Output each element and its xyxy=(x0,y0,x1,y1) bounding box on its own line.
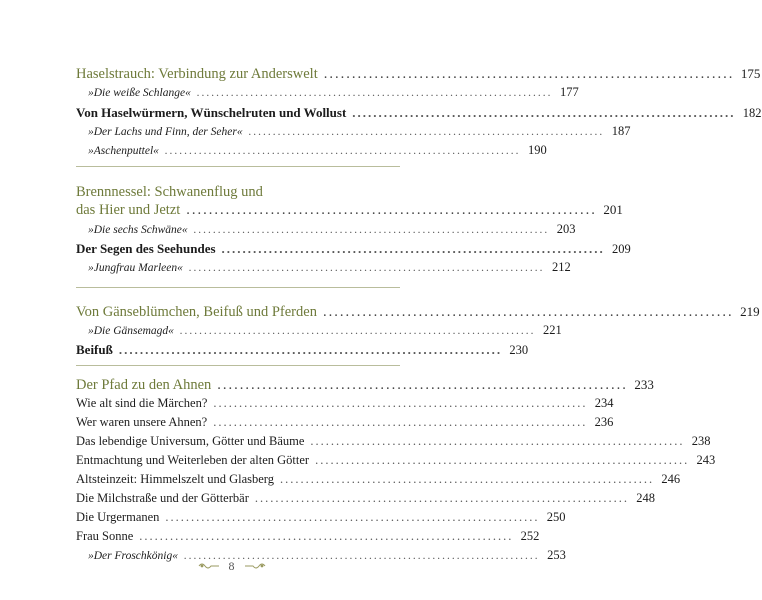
toc-section-entry[interactable] xyxy=(76,105,762,120)
toc-page-number: 236 xyxy=(594,415,614,429)
toc-story-entry[interactable] xyxy=(88,222,576,237)
toc-entry-title: Altsteinzeit: Himmelszelt und Glasberg xyxy=(76,472,274,486)
toc-section-entry[interactable] xyxy=(76,241,631,256)
leader-dots: ......................................................................... xyxy=(164,145,521,157)
leader-dots: ......................................................................... xyxy=(188,262,545,274)
leader-dots: ......................................................................... xyxy=(183,550,540,562)
leader-dots: ......................................................................... xyxy=(217,377,628,393)
toc-entry-title: »Der Lachs und Finn, der Seher« xyxy=(88,126,243,138)
leader-dots: ......................................................................... xyxy=(196,87,553,99)
leader-dots: ......................................................................... xyxy=(118,342,503,357)
toc-story-entry[interactable] xyxy=(88,143,547,158)
leader-dots: ......................................................................... xyxy=(165,510,540,524)
page-footer xyxy=(0,560,463,573)
toc-entry-title: Frau Sonne xyxy=(76,529,134,543)
leader-dots: ......................................................................... xyxy=(280,472,655,486)
toc-page-number: 212 xyxy=(551,260,571,274)
toc-chapter-entry[interactable] xyxy=(76,202,623,218)
toc-subentry[interactable] xyxy=(76,491,655,505)
toc-page-number: 219 xyxy=(740,304,760,319)
toc-page-number: 175 xyxy=(740,66,761,81)
toc-entry-title: Der Pfad zu den Ahnen xyxy=(76,377,212,393)
toc-entry-title: Wer waren unsere Ahnen? xyxy=(76,415,208,429)
leader-dots: ......................................................................... xyxy=(221,241,605,256)
toc-entry-title: »Die Gänsemagd« xyxy=(88,325,174,337)
toc-page-number: 201 xyxy=(603,202,623,217)
toc-page-number: 248 xyxy=(636,491,655,505)
toc-page-number: 182 xyxy=(742,106,762,120)
leader-dots: ......................................................................... xyxy=(248,126,605,138)
toc-page-number: 190 xyxy=(528,143,547,157)
toc-chapter-entry[interactable] xyxy=(76,377,654,393)
toc-subentry[interactable] xyxy=(76,510,566,524)
leader-dots: ......................................................................... xyxy=(310,434,685,448)
toc-subentry[interactable] xyxy=(76,529,540,543)
leader-dots: ......................................................................... xyxy=(186,202,597,218)
toc-entry-title: Die Milchstraße und der Götterbär xyxy=(76,491,249,505)
toc-chapter-title-line: Brennnessel: Schwanenflug und xyxy=(76,184,263,200)
toc-page-number: 252 xyxy=(520,529,540,543)
ornament-left-icon xyxy=(198,561,220,573)
toc-story-entry[interactable] xyxy=(88,260,571,275)
toc-entry-title: das Hier und Jetzt xyxy=(76,202,181,218)
toc-entry-title: Beifuß xyxy=(76,342,113,357)
toc-page-number: 243 xyxy=(696,453,716,467)
toc-page-number: 221 xyxy=(543,323,562,337)
section-divider xyxy=(76,287,400,288)
toc-page-number: 238 xyxy=(691,434,711,448)
toc-story-entry[interactable] xyxy=(88,323,562,338)
leader-dots: ......................................................................... xyxy=(213,415,588,429)
toc-page-number: 246 xyxy=(661,472,681,486)
toc-subentry[interactable] xyxy=(76,434,711,448)
toc-page-number: 203 xyxy=(556,222,576,236)
leader-dots: ......................................................................... xyxy=(139,529,514,543)
toc-subentry[interactable] xyxy=(76,453,716,467)
toc-page-number: 233 xyxy=(634,377,654,392)
leader-dots: ......................................................................... xyxy=(179,325,536,337)
toc-entry-title: »Jungfrau Marleen« xyxy=(88,262,183,274)
toc-page-number: 187 xyxy=(611,124,631,138)
toc-entry-title: Der Segen des Seehundes xyxy=(76,241,216,256)
toc-entry-title: Von Gänseblümchen, Beifuß und Pferden xyxy=(76,304,317,320)
leader-dots: ......................................................................... xyxy=(254,491,629,505)
toc-subentry[interactable] xyxy=(76,415,614,429)
toc-entry-title: »Der Froschkönig« xyxy=(88,550,178,562)
leader-dots: ......................................................................... xyxy=(323,66,735,82)
toc-entry-title: Haselstrauch: Verbindung zur Anderswelt xyxy=(76,66,318,82)
toc-page-number: 234 xyxy=(594,396,614,410)
toc-page-number: 230 xyxy=(509,343,529,357)
leader-dots: ......................................................................... xyxy=(193,224,550,236)
toc-chapter-entry[interactable] xyxy=(76,304,760,320)
toc-entry-title: Wie alt sind die Märchen? xyxy=(76,396,208,410)
toc-story-entry[interactable] xyxy=(88,124,631,139)
toc-entry-title: Entmachtung und Weiterleben der alten Götter xyxy=(76,453,310,467)
leader-dots: ......................................................................... xyxy=(322,304,734,320)
toc-story-entry[interactable] xyxy=(88,85,579,100)
toc-entry-title: »Die weiße Schlange« xyxy=(88,87,191,99)
toc-subentry[interactable] xyxy=(76,472,681,486)
toc-chapter-entry[interactable] xyxy=(76,66,761,82)
toc-subentry[interactable] xyxy=(76,396,614,410)
toc-entry-title: Das lebendige Universum, Götter und Bäume xyxy=(76,434,305,448)
toc-entry-title: »Aschenputtel« xyxy=(88,145,159,157)
toc-entry-title: »Die sechs Schwäne« xyxy=(88,224,188,236)
section-divider xyxy=(76,365,400,366)
toc-entry-title: Die Urgermanen xyxy=(76,510,160,524)
leader-dots: ......................................................................... xyxy=(352,105,736,120)
toc-entry-title: Von Haselwürmern, Wünschelruten und Wollust xyxy=(76,105,347,120)
ornament-right-icon xyxy=(244,561,266,573)
toc-page-number: 253 xyxy=(547,548,566,562)
page-number: 8 xyxy=(228,559,235,573)
toc-page-number: 250 xyxy=(546,510,566,524)
leader-dots: ......................................................................... xyxy=(213,396,588,410)
toc-page-number: 209 xyxy=(612,242,631,256)
toc-section-entry[interactable] xyxy=(76,342,529,357)
section-divider xyxy=(76,166,400,167)
leader-dots: ......................................................................... xyxy=(315,453,690,467)
toc-page-number: 177 xyxy=(559,85,579,99)
